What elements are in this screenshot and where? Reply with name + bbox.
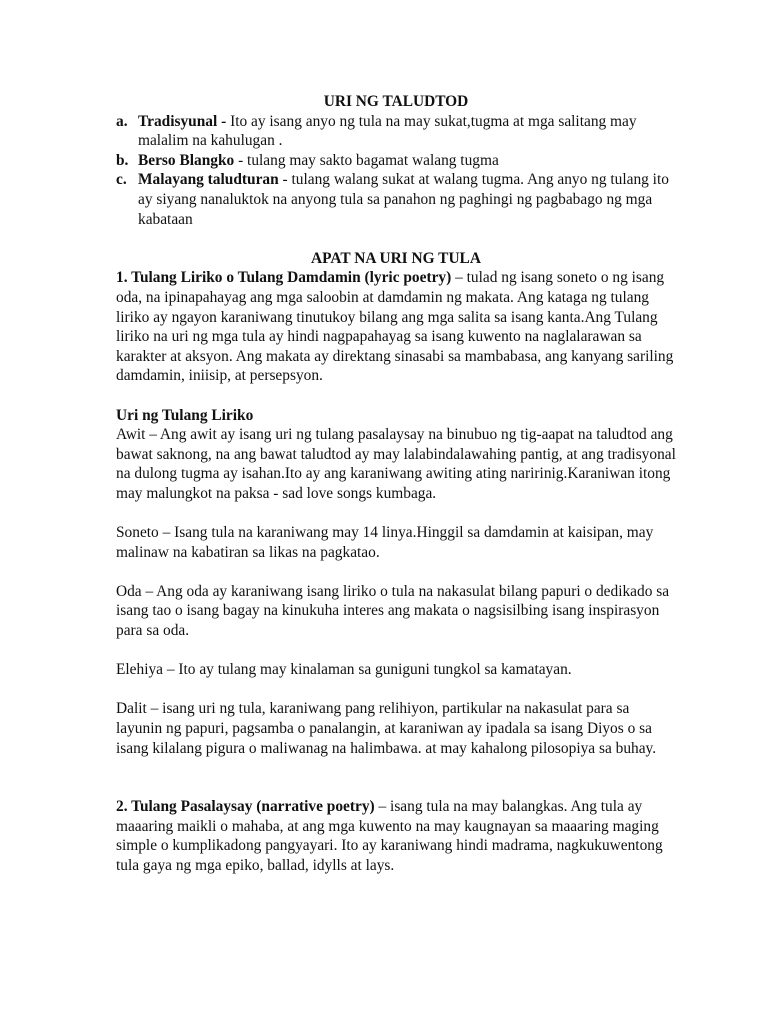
list-item-tradisyunal: [116, 112, 676, 151]
spacer: [116, 503, 676, 523]
definition-berso-blangko: - tulang may sakto bagamat walang tugma: [234, 151, 499, 169]
paragraph-oda: Oda – Ang oda ay karaniwang isang liriko o tula na nakasulat bilang papuri o dedikado sa isang tao o isang bagay na kinukuha interes ang makata o nagsisilbing isang inspirasyon para sa oda.: [116, 582, 670, 640]
list-marker: c.: [116, 171, 127, 189]
heading-tulang-liriko: 1. Tulang Liriko o Tulang Damdamin (lyric poetry): [116, 269, 452, 287]
list-item-berso-blangko: [116, 151, 676, 171]
heading-uri-ng-tulang-liriko-text: Uri ng Tulang Liriko: [116, 406, 254, 424]
term-malayang-taludturan: Malayang taludturan: [138, 171, 279, 189]
definition-tradisyunal: Ito ay isang anyo ng tula na may sukat,tugma at mga salitang may malalim na kahulugan .: [138, 112, 637, 150]
spacer: [116, 641, 676, 661]
spacer: [116, 386, 676, 406]
section-title-apat-na-uri: APAT NA URI NG TULA: [311, 249, 481, 267]
paragraph-tulang-liriko: [116, 268, 676, 386]
list-marker: a.: [116, 112, 128, 130]
term-tradisyunal: Tradisyunal -: [138, 112, 227, 130]
paragraph-soneto: Soneto – Isang tula na karaniwang may 14 linya.Hinggil sa damdamin at kaisipan, may malinaw na kabatiran sa likas na pagkatao.: [116, 524, 654, 561]
heading-tulang-pasalaysay: 2. Tulang Pasalaysay (narrative poetry): [116, 798, 375, 816]
paragraph-elehiya: Elehiya – Ito ay tulang may kinalaman sa guniguni tungkol sa kamatayan.: [116, 661, 572, 679]
paragraph-tulang-pasalaysay: [116, 797, 676, 875]
spacer: [116, 680, 676, 700]
spacer: [116, 229, 676, 249]
spacer: [116, 758, 676, 797]
paragraph-dalit: Dalit – isang uri ng tula, karaniwang pang relihiyon, partikular na nakasulat para sa layunin ng papuri, pagsamba o panalangin, at karaniwan ay ipadala sa isang Diyos o sa isang kilalang pigura o maliwanag na halimbawa. at may kahalong pilosopiya sa buhay.: [116, 700, 657, 757]
heading-uri-ng-tulang-liriko: [116, 406, 676, 426]
spacer: [116, 562, 676, 582]
text-tulang-pasalaysay: – isang tula na may balangkas. Ang tula ay maaaring maikli o mahaba, at ang mga kuwento na may kaugnayan sa maaaring maging simple o kumplikadong pangyayari. Ito ay karaniwang hindi madrama, nagkukuwentong tula gaya ng mga epiko, ballad, idylls at lays.: [116, 798, 663, 874]
taludtod-list: [116, 112, 676, 230]
list-item-malayang-taludturan: [116, 170, 676, 229]
definition-malayang-taludturan: - tulang walang sukat at walang tugma. Ang anyo ng tulang ito ay siyang nanaluktok na anyong tula sa panahon ng paghingi ng pagbabago ng mga kabataan: [138, 171, 669, 228]
document-body: [116, 92, 676, 876]
paragraph-awit: Awit – Ang awit ay isang uri ng tulang pasalaysay na binubuo ng tig-aapat na taludtod ang bawat saknong, na ang bawat taludtod ay may lalabindalawahing pantig, at ang tradisyonal na dulong tugma ay isahan.Ito ay ang karaniwang awiting ating naririnig.Karaniwan itong may malungkot na paksa - sad love songs kumbaga.: [116, 426, 676, 502]
section-title-uri-ng-taludtod: URI NG TALUDTOD: [323, 93, 469, 110]
text-tulang-liriko: – tulad ng isang soneto o ng isang oda, na ipinapahayag ang mga saloobin at damdamin ng makata. Ang kataga ng tulang liriko ay ngayon karaniwang tinutukoy bilang ang mga salita sa isang kanta.Ang Tulang liriko na uri ng mga tula ay hindi nagpapahayag sa isang kuwento na naglalarawan sa karakter at aksyon. Ang makata ay direktang sinasabi sa mambabasa, ang kanyang sariling damdamin, iniisip, at persepsyon.: [116, 269, 674, 385]
term-berso-blangko: Berso Blangko: [138, 151, 235, 169]
list-marker: b.: [116, 151, 129, 169]
